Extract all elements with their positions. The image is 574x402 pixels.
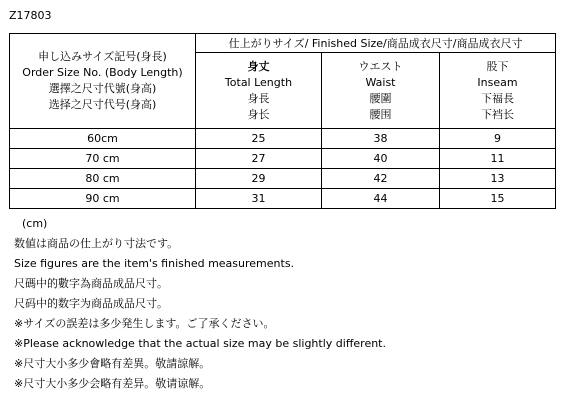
- size-cell: 80 cm: [10, 169, 196, 189]
- waist-cell: 44: [322, 189, 440, 209]
- waist-cell: 42: [322, 169, 440, 189]
- size-label-line: Order Size No. (Body Length): [22, 66, 183, 79]
- column-label: 下裆长: [481, 107, 515, 121]
- product-code: Z17803: [9, 9, 52, 22]
- table-row: [10, 189, 556, 209]
- size-cell: 90 cm: [10, 189, 196, 209]
- note-line: Size figures are the item's finished measurements.: [14, 257, 295, 270]
- total-length-cell: 31: [196, 189, 322, 209]
- unit-label: (cm): [22, 217, 48, 230]
- size-cell: 70 cm: [10, 149, 196, 169]
- size-table: [9, 33, 556, 209]
- size-label-line: 申し込みサイズ記号(身長): [38, 50, 167, 63]
- note-line: 数値は商品の仕上がり寸法です。: [14, 237, 179, 250]
- inseam-cell: 11: [440, 149, 556, 169]
- finished-size-header: 仕上がりサイズ/ Finished Size/商品成衣尺寸/商品成衣尺寸: [196, 34, 556, 53]
- total-length-cell: 27: [196, 149, 322, 169]
- column-label: Inseam: [477, 75, 518, 89]
- note-line: 尺码中的数字为商品成品尺寸。: [14, 297, 168, 310]
- column-label: 股下: [486, 59, 509, 73]
- column-label: 身长: [247, 107, 270, 121]
- note-line: 尺碼中的數字為商品成品尺寸。: [14, 277, 168, 290]
- inseam-cell: 13: [440, 169, 556, 189]
- total-length-header: [196, 53, 322, 129]
- total-length-cell: 29: [196, 169, 322, 189]
- column-label: Total Length: [224, 75, 293, 89]
- size-label-header: [10, 34, 196, 129]
- column-label: 身長: [247, 91, 270, 105]
- inseam-cell: 9: [440, 129, 556, 149]
- inseam-header: [440, 53, 556, 129]
- column-label: 身丈: [247, 59, 270, 73]
- waist-cell: 38: [322, 129, 440, 149]
- column-label: 腰圍: [369, 91, 392, 105]
- note-line: ※Please acknowledge that the actual size may be slightly different.: [14, 337, 386, 350]
- note-line: ※尺寸大小多少会略有差异。敬请谅解。: [14, 377, 211, 390]
- table-row: [10, 129, 556, 149]
- size-notes: [14, 216, 386, 394]
- table-row: [10, 149, 556, 169]
- note-line: ※サイズの誤差は多少発生します。ご了承ください。: [14, 317, 275, 330]
- waist-header: [322, 53, 440, 129]
- table-row: [10, 169, 556, 189]
- column-label: ウエスト: [358, 59, 403, 73]
- note-line: ※尺寸大小多少會略有差異。敬請諒解。: [14, 357, 211, 370]
- column-label: 下福長: [481, 91, 515, 105]
- inseam-cell: 15: [440, 189, 556, 209]
- size-label-line: 选择之尺寸代号(身高): [48, 98, 157, 111]
- column-label: Waist: [365, 75, 396, 89]
- column-label: 腰围: [369, 107, 392, 121]
- total-length-cell: 25: [196, 129, 322, 149]
- size-cell: 60cm: [10, 129, 196, 149]
- waist-cell: 40: [322, 149, 440, 169]
- size-label-line: 選擇之尺寸代號(身高): [48, 82, 157, 95]
